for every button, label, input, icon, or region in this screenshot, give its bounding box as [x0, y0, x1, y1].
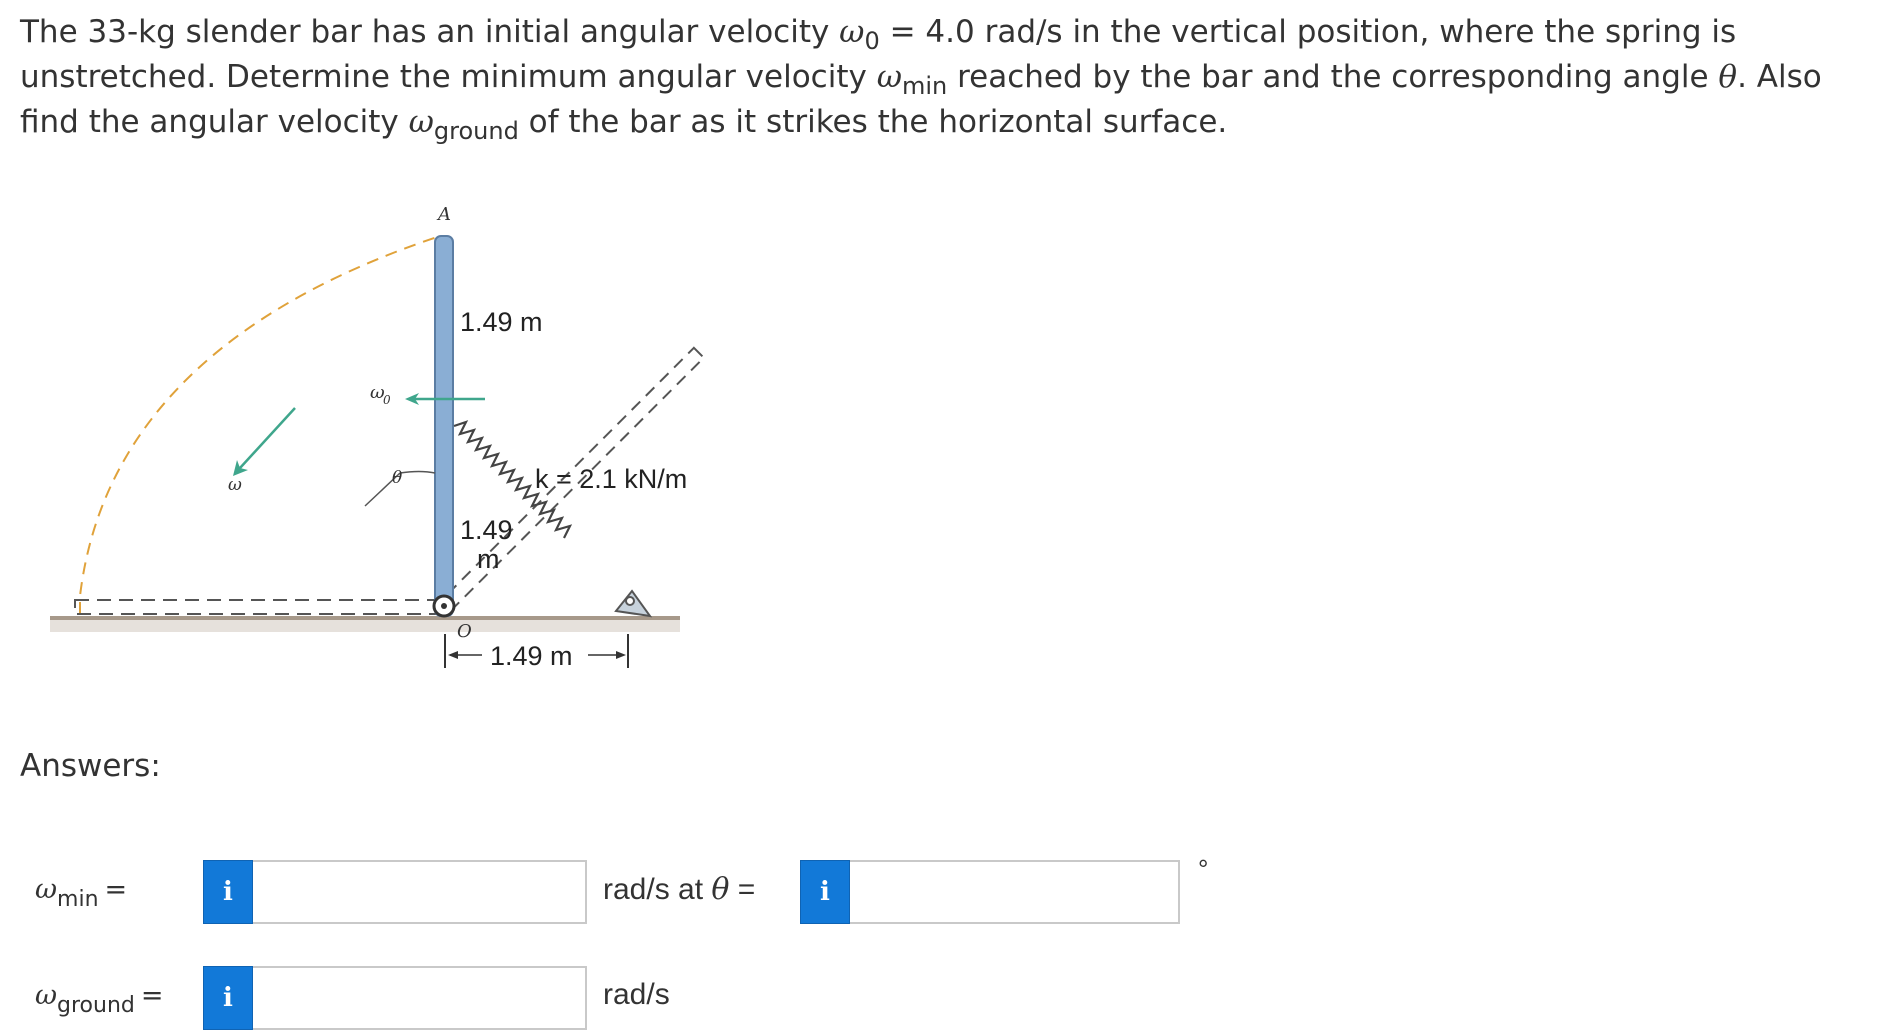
omega-ground-input[interactable] — [253, 966, 587, 1030]
spring-anchor-pin — [626, 597, 634, 605]
omega-symbol: ω — [408, 104, 434, 140]
omega-ground-label — [35, 980, 164, 1018]
omega0-subscript: 0 — [864, 27, 880, 55]
theta-symbol: θ — [1718, 59, 1738, 95]
omegaground-subscript: ground — [433, 117, 519, 145]
label-omega0: ω — [370, 382, 385, 403]
omega-min-unit — [603, 872, 755, 907]
info-icon[interactable]: i — [203, 966, 253, 1030]
dim-mid-label-2: m — [477, 544, 500, 574]
omega-symbol: ω — [35, 980, 58, 1011]
unit-rads-at: rad/s at — [603, 873, 712, 906]
ground-subscript: ground — [57, 993, 135, 1018]
theta-input[interactable] — [850, 860, 1180, 924]
problem-text-2: = 4.0 rad/s in the vertical position, where the spring is unstretched. Determine the minimum angular velocity — [20, 14, 1737, 95]
info-icon[interactable]: i — [800, 860, 850, 924]
bar-spring-diagram — [20, 186, 740, 686]
answers-title: Answers: — [20, 748, 161, 784]
ground-surface — [50, 616, 680, 620]
problem-statement — [20, 10, 1870, 145]
ground-shade — [50, 620, 680, 632]
dim-arrowhead-right — [616, 651, 626, 659]
answer-row-omega-ground — [0, 966, 1889, 1030]
theta-symbol: θ — [711, 872, 730, 907]
equals-sign: = — [104, 874, 128, 905]
omegamin-subscript: min — [901, 72, 948, 100]
dim-top-label: 1.49 m — [460, 307, 543, 337]
omega-min-input[interactable] — [253, 860, 587, 924]
omega-symbol: ω — [839, 14, 865, 50]
bar-ground-outline — [75, 600, 450, 614]
problem-text-4: . Also find the angular velocity — [20, 59, 1822, 140]
label-omega0-sub: 0 — [383, 393, 391, 407]
omega-symbol: ω — [876, 59, 902, 95]
spring-constant-label: k = 2.1 kN/m — [535, 464, 688, 494]
dim-bottom-label: 1.49 m — [490, 641, 573, 671]
label-o: O — [457, 621, 472, 642]
slender-bar — [435, 236, 453, 616]
label-a: A — [438, 204, 451, 225]
equals-sign: = — [140, 980, 164, 1011]
info-icon[interactable]: i — [203, 860, 253, 924]
omega-symbol: ω — [35, 874, 58, 905]
label-theta: θ — [392, 468, 403, 488]
label-omega: ω — [228, 475, 242, 495]
problem-text-5: of the bar as it strikes the horizontal surface. — [518, 104, 1228, 140]
theta-arc — [400, 472, 435, 474]
min-subscript: min — [57, 887, 99, 912]
answer-row-omega-min — [0, 854, 1889, 924]
unit-equals: = — [729, 873, 756, 906]
trajectory-arc — [80, 236, 440, 614]
omega-ground-unit: rad/s — [603, 978, 670, 1011]
problem-text-3: reached by the bar and the corresponding angle — [947, 59, 1719, 95]
problem-text-1: The 33-kg slender bar has an initial angular velocity — [20, 14, 840, 50]
dim-mid-label-1: 1.49 — [460, 515, 513, 545]
degree-symbol: ° — [1198, 854, 1209, 884]
pivot-center — [441, 603, 447, 609]
omega-min-label — [35, 874, 128, 912]
dim-arrowhead-left — [448, 651, 458, 659]
omega-arrow — [240, 408, 295, 468]
